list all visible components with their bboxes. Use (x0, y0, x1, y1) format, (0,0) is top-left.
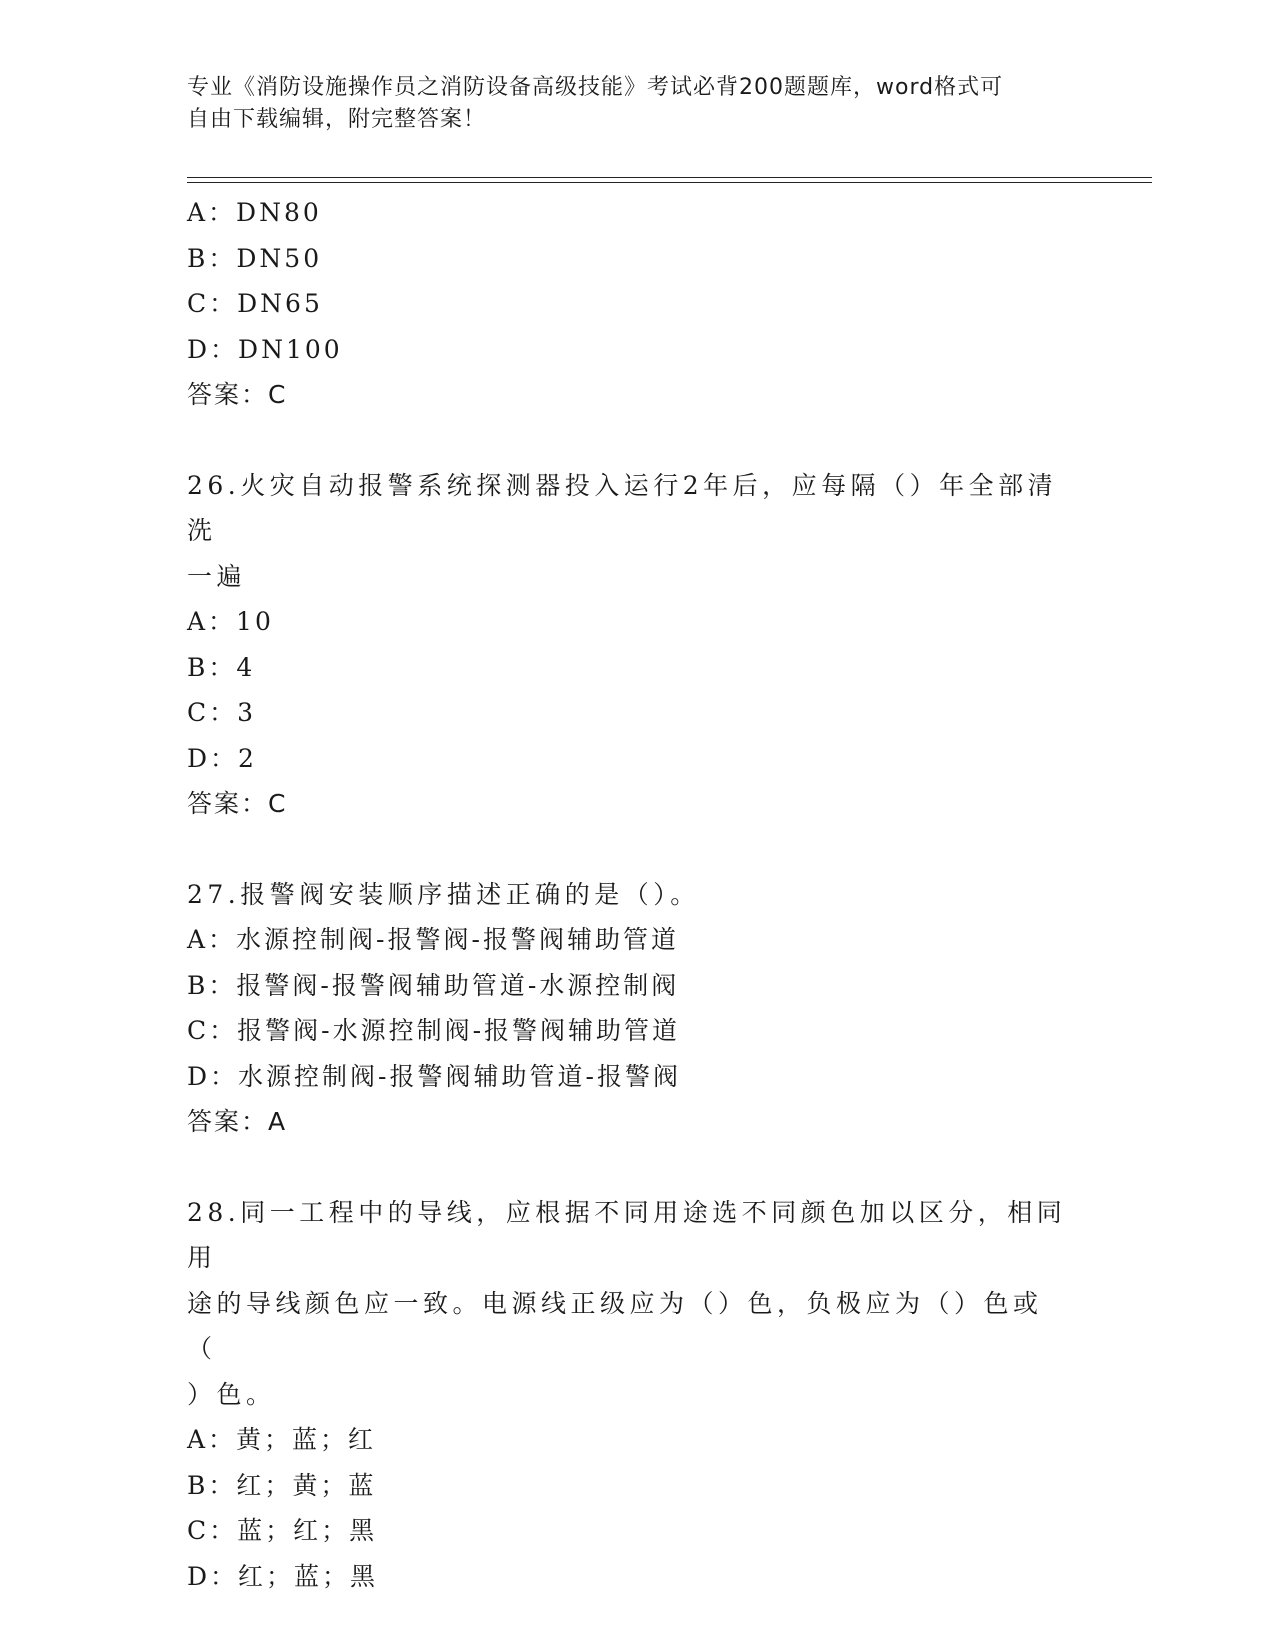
question-26 (187, 463, 1087, 827)
option-c: C：3 (187, 698, 257, 727)
question-stem (187, 463, 1067, 600)
question-stem-line: 一遍 (187, 561, 247, 591)
answer: 答案：C (187, 789, 288, 818)
answer: 答案：C (187, 380, 288, 409)
option-a: A：DN80 (187, 198, 322, 227)
spacer (187, 1145, 1087, 1190)
spacer (187, 827, 1087, 872)
question-stem-line: 途的导线颜色应一致。电源线正级应为（）色，负极应为（）色或（ (187, 1288, 1043, 1363)
option-a: A：10 (187, 607, 274, 636)
option-d: D：2 (187, 743, 257, 773)
option-d: D：DN100 (187, 334, 343, 364)
question-stem (187, 1190, 1067, 1418)
header-line-2: 自由下载编辑，附完整答案！ (187, 107, 487, 132)
option-d: D：水源控制阀-报警阀辅助管道-报警阀 (187, 1061, 681, 1091)
option-d: D：红；蓝；黑 (187, 1561, 379, 1591)
question-content (187, 190, 1087, 1599)
option-b: B：DN50 (187, 243, 323, 273)
question-25 (187, 190, 1087, 418)
option-b: B：4 (187, 652, 256, 682)
header-divider-bottom (187, 182, 1152, 183)
header-line-1: 专业《消防设施操作员之消防设备高级技能》考试必背200题题库，word格式可 (187, 75, 1004, 100)
option-b: B：红；黄；蓝 (187, 1470, 377, 1500)
question-stem (187, 872, 1067, 918)
spacer (187, 418, 1087, 463)
question-stem-line: 27.报警阀安装顺序描述正确的是（）。 (187, 879, 700, 909)
document-header (187, 72, 1067, 136)
question-stem-line: 28.同一工程中的导线，应根据不同用途选不同颜色加以区分，相同用 (187, 1197, 1067, 1272)
question-stem-line: ）色。 (187, 1379, 276, 1409)
option-a: A：水源控制阀-报警阀-报警阀辅助管道 (187, 925, 679, 954)
answer: 答案：A (187, 1107, 288, 1136)
question-stem-line: 26.火灾自动报警系统探测器投入运行2年后，应每隔（）年全部清洗 (187, 470, 1058, 545)
question-27 (187, 872, 1087, 1145)
option-c: C：蓝；红；黑 (187, 1516, 378, 1545)
question-28 (187, 1190, 1087, 1600)
header-divider-top (187, 177, 1152, 178)
option-c: C：DN65 (187, 289, 323, 318)
option-b: B：报警阀-报警阀辅助管道-水源控制阀 (187, 970, 680, 1000)
option-c: C：报警阀-水源控制阀-报警阀辅助管道 (187, 1016, 681, 1045)
option-a: A：黄；蓝；红 (187, 1425, 377, 1454)
